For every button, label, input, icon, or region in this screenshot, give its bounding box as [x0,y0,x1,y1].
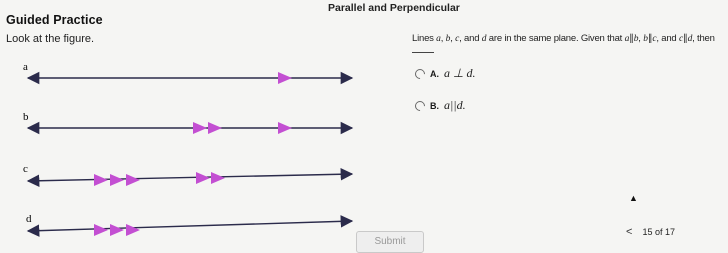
q-rest: are in the same plane. Given that [488,33,623,44]
label-d: d [26,213,32,225]
label-c: c [23,163,28,175]
label-b: b [23,111,29,123]
parallel-mark-c-3 [126,174,140,186]
chevron-left-icon[interactable]: < [626,226,633,238]
progress-indicator: 15 of 17 [642,227,675,237]
q-and: and [464,33,480,44]
section-title: Guided Practice [6,13,103,27]
choice-a[interactable] [415,66,475,81]
line-d [28,221,352,231]
choice-letter: B. [430,100,439,111]
parallel-mark-d-2 [110,224,124,236]
parallel-lines-figure [0,55,370,245]
answer-blank [412,52,434,53]
parallel-mark-d-1 [94,224,108,236]
parallel-mark-c-2 [110,174,124,186]
q-var-c: c [455,34,460,44]
choice-text: a ⊥ d. [444,66,476,80]
q-var-b: b [445,34,451,44]
label-a: a [23,61,28,73]
q-then: then [697,33,715,44]
page-topic: Parallel and Perpendicular [328,2,460,14]
choice-letter: A. [430,68,439,79]
q-lines: Lines [412,33,434,44]
instruction-text: Look at the figure. [6,33,95,45]
parallel-mark-b-2 [208,122,222,134]
submit-button[interactable]: Submit [356,231,424,253]
parallel-mark-c-5 [211,172,225,184]
radio-icon[interactable] [413,66,427,80]
q-var-d: d [481,34,487,44]
parallel-mark-b-1 [193,122,207,134]
choice-text: a||d. [444,98,466,112]
question-pager [626,226,675,238]
choice-b[interactable] [415,98,466,113]
question-text: Lines a, b, c, and d are in the same plane. Given that a∥b, b∥c, and c∥d, then [412,33,715,44]
mouse-cursor-icon: ▲ [629,193,638,203]
line-c [28,174,352,181]
parallel-mark-d-3 [126,224,140,236]
parallel-mark-c-4 [196,172,210,184]
parallel-mark-c-1 [94,174,108,186]
q-var-a: a [436,34,441,44]
radio-icon[interactable] [413,98,427,112]
parallel-mark-b-3 [278,122,292,134]
parallel-mark-a-1 [278,72,292,84]
